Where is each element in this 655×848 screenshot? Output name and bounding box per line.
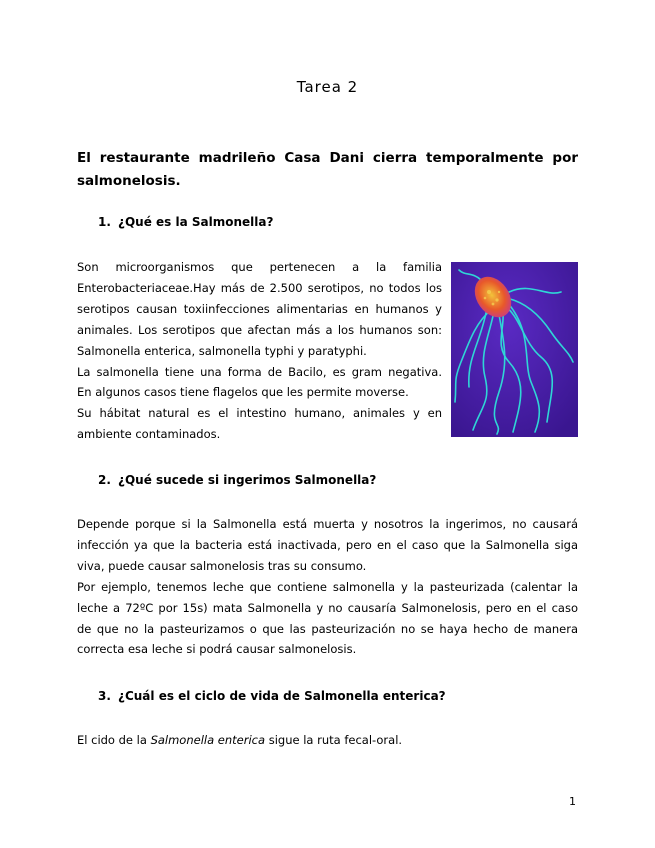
s1-line: ambiente contaminados.: [77, 427, 221, 442]
s3-text-italic: Salmonella enterica: [150, 733, 266, 747]
s2-line: correcta esa leche si podrá causar salmonelosis.: [77, 642, 357, 657]
section-1-title: ¿Qué es la Salmonella?: [118, 215, 274, 229]
section-2-number: 2.: [98, 473, 111, 487]
section-2-paragraph: [77, 514, 578, 660]
s3-text-before: El cido de la: [77, 733, 151, 747]
s2-line: Depende porque si la Salmonella está muerta y nosotros la ingerimos, no causará: [77, 517, 578, 531]
s2-line: leche a 72ºC por 15s) mata Salmonella y no causaría Salmonelosis, pero en el caso: [77, 600, 578, 615]
s1-line: En algunos casos tiene flagelos que les permite moverse.: [77, 385, 409, 400]
s2-line: infección ya que la bacteria está inactivada, pero en el caso que la Salmonella siga: [77, 537, 578, 552]
section-1-heading: [98, 215, 273, 229]
salmonella-image: [451, 262, 578, 437]
s1-line: Son microorganismos que pertenecen a la familia: [77, 260, 442, 274]
section-3-heading: [98, 689, 446, 703]
s2-line: Por ejemplo, tenemos leche que contiene salmonella y la pasteurizada (calentar la: [77, 579, 578, 594]
s1-line: Salmonella enterica, salmonella typhi y paratyphi.: [77, 343, 367, 358]
s1-line: La salmonella tiene una forma de Bacilo, es gram negativa.: [77, 364, 442, 379]
section-3-paragraph: [77, 730, 578, 751]
section-2-title: ¿Qué sucede si ingerimos Salmonella?: [118, 473, 377, 487]
section-1-number: 1.: [98, 215, 111, 229]
s3-text-after: sigue la ruta fecal-oral.: [265, 733, 403, 747]
headline: [77, 147, 578, 193]
section-1-paragraph: [77, 257, 442, 445]
page-title: Tarea 2: [296, 78, 359, 96]
s2-line: viva, puede causar salmonelosis tras su consumo.: [77, 558, 367, 573]
page-number: 1: [569, 795, 576, 808]
s1-line: Enterobacteriaceae.Hay más de 2.500 serotipos, no todos los: [77, 280, 442, 295]
s1-line: serotipos causan toxiinfecciones alimentarias en humanos y: [77, 301, 442, 316]
s1-line: animales. Los serotipos que afectan más a los humanos son:: [77, 322, 442, 337]
section-2-heading: [98, 473, 376, 487]
section-3-title: ¿Cuál es el ciclo de vida de Salmonella enterica?: [118, 689, 446, 703]
headline-line-2: salmonelosis.: [77, 173, 181, 189]
s2-line: de que no la pasteurizamos o que las pasteurización no se haya hecho de manera: [77, 621, 578, 636]
s1-line: Su hábitat natural es el intestino humano, animales y en: [77, 406, 442, 421]
section-3-number: 3.: [98, 689, 111, 703]
headline-line-1: El restaurante madrileño Casa Dani cierra temporalmente por: [77, 150, 578, 166]
